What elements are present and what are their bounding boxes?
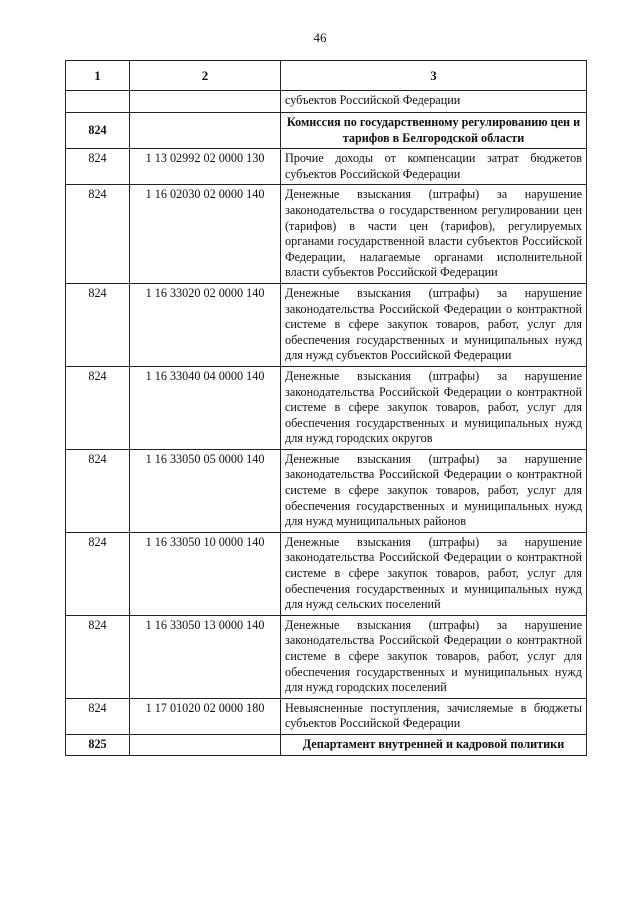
kbk-cell: 1 16 33050 13 0000 140 (130, 615, 281, 698)
kbk-cell (130, 91, 281, 113)
admin-code-cell: 824 (66, 449, 130, 532)
table-row (66, 698, 587, 734)
description-cell: Денежные взыскания (штрафы) за нарушение законодательства Российской Федерации о контрактной системе в сфере закупок товаров, работ, услуг для обеспечения государственных и муниципальных нужд для нужд субъектов Российской Федерации (281, 283, 587, 366)
table-row (66, 149, 587, 185)
kbk-cell: 1 17 01020 02 0000 180 (130, 698, 281, 734)
revenue-codes-table (65, 60, 587, 756)
kbk-cell: 1 13 02992 02 0000 130 (130, 149, 281, 185)
table-row (66, 449, 587, 532)
column-header-name: 3 (281, 61, 587, 91)
description-cell: Невыясненные поступления, зачисляемые в бюджеты субъектов Российской Федерации (281, 698, 587, 734)
kbk-cell: 1 16 33020 02 0000 140 (130, 283, 281, 366)
kbk-cell (130, 113, 281, 149)
column-header-admin-code: 1 (66, 61, 130, 91)
admin-code-cell (66, 91, 130, 113)
description-cell: Денежные взыскания (штрафы) за нарушение законодательства о государственном регулировании цен (тарифов) в части цен (тарифов), регулируемых органами государственной власти субъектов Российской Федерации, налагаемые органами исполнительной власти субъектов Российской Федерации (281, 185, 587, 284)
table-row (66, 283, 587, 366)
admin-code-cell: 824 (66, 149, 130, 185)
table-header-row (66, 61, 587, 91)
admin-code-cell: 824 (66, 283, 130, 366)
admin-code-cell: 824 (66, 185, 130, 284)
kbk-cell: 1 16 02030 02 0000 140 (130, 185, 281, 284)
description-cell: Денежные взыскания (штрафы) за нарушение законодательства Российской Федерации о контрактной системе в сфере закупок товаров, работ, услуг для обеспечения государственных и муниципальных нужд для нужд муниципальных районов (281, 449, 587, 532)
admin-code-cell: 824 (66, 698, 130, 734)
admin-code-cell: 824 (66, 532, 130, 615)
page-number: 46 (313, 30, 327, 45)
table-row (66, 366, 587, 449)
kbk-cell: 1 16 33050 05 0000 140 (130, 449, 281, 532)
kbk-cell: 1 16 33050 10 0000 140 (130, 532, 281, 615)
table-row-section-heading (66, 734, 587, 755)
table-row (66, 615, 587, 698)
table-row (66, 532, 587, 615)
table-row-continuation (66, 91, 587, 113)
table-row (66, 185, 587, 284)
kbk-cell (130, 734, 281, 755)
table-row-section-heading (66, 113, 587, 149)
admin-code-cell: 824 (66, 113, 130, 149)
description-cell: субъектов Российской Федерации (281, 91, 587, 113)
kbk-cell: 1 16 33040 04 0000 140 (130, 366, 281, 449)
section-heading-cell: Комиссия по государственному регулированию цен и тарифов в Белгородской области (281, 113, 587, 149)
admin-code-cell: 825 (66, 734, 130, 755)
column-header-kbk: 2 (130, 61, 281, 91)
description-cell: Прочие доходы от компенсации затрат бюджетов субъектов Российской Федерации (281, 149, 587, 185)
admin-code-cell: 824 (66, 366, 130, 449)
description-cell: Денежные взыскания (штрафы) за нарушение законодательства Российской Федерации о контрактной системе в сфере закупок товаров, работ, услуг для обеспечения государственных и муниципальных нужд для нужд городских поселений (281, 615, 587, 698)
admin-code-cell: 824 (66, 615, 130, 698)
description-cell: Денежные взыскания (штрафы) за нарушение законодательства Российской Федерации о контрактной системе в сфере закупок товаров, работ, услуг для обеспечения государственных и муниципальных нужд для нужд городских округов (281, 366, 587, 449)
description-cell: Денежные взыскания (штрафы) за нарушение законодательства Российской Федерации о контрактной системе в сфере закупок товаров, работ, услуг для обеспечения государственных и муниципальных нужд для нужд сельских поселений (281, 532, 587, 615)
section-heading-cell: Департамент внутренней и кадровой политики (281, 734, 587, 755)
